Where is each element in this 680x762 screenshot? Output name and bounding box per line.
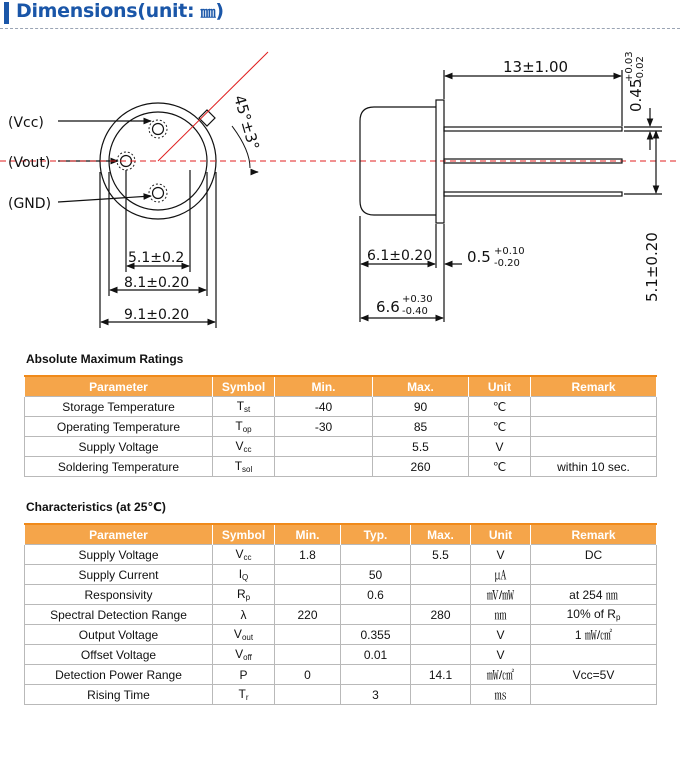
typ-cell: 0.355	[341, 625, 411, 645]
dim-pin-spacing: 5.1±0.20	[643, 232, 661, 302]
remark-text: DC	[584, 547, 603, 562]
char-header-parameter: Parameter	[25, 524, 213, 545]
pin-gnd	[153, 188, 164, 199]
remark-cell	[531, 685, 657, 705]
characteristics-table	[24, 523, 657, 705]
parameter-cell: Detection Power Range	[25, 665, 213, 685]
title-divider	[0, 28, 680, 29]
remark-cell: within 10 sec.	[531, 457, 657, 477]
unit-cell: V	[471, 625, 531, 645]
symbol-base: P	[239, 667, 248, 682]
symbol-subscript: cc	[243, 553, 252, 562]
remark-subscript: p	[615, 613, 621, 622]
char-header-unit: Unit	[471, 524, 531, 545]
max-cell: 5.5	[411, 545, 471, 565]
parameter-cell: Offset Voltage	[25, 645, 213, 665]
symbol-base: T	[236, 399, 245, 413]
symbol-base: V	[235, 439, 244, 453]
unit-cell: ㎽/㎠	[471, 665, 531, 685]
typ-cell: 0.6	[341, 585, 411, 605]
abs-max-title: Absolute Maximum Ratings	[26, 352, 184, 366]
table-row	[25, 585, 657, 605]
dim-flange-dia: 8.1±0.20	[124, 275, 190, 291]
min-cell	[275, 457, 373, 477]
front-view	[58, 103, 258, 328]
dim-flange: 0.5	[467, 248, 491, 266]
title-unit: ㎜	[200, 3, 216, 21]
side-view	[360, 70, 662, 322]
symbol-subscript: cc	[243, 445, 252, 454]
angle-label: 45°±3°	[230, 93, 263, 153]
symbol-base: V	[233, 627, 242, 641]
max-cell: 14.1	[411, 665, 471, 685]
remark-cell	[531, 545, 657, 565]
remark-cell	[531, 417, 657, 437]
symbol-base: T	[234, 459, 243, 473]
side-labels	[367, 51, 661, 317]
table-row	[25, 417, 657, 437]
symbol-subscript: op	[242, 425, 252, 434]
max-cell	[411, 625, 471, 645]
symbol-cell	[213, 605, 275, 625]
table-row	[25, 437, 657, 457]
dim-total-length: 6.6	[376, 298, 400, 316]
max-cell: 5.5	[373, 437, 469, 457]
parameter-cell: Responsivity	[25, 585, 213, 605]
table-row	[25, 397, 657, 417]
min-cell: 220	[275, 605, 341, 625]
dim-body-length: 6.1±0.20	[367, 248, 433, 264]
pin-label-gnd: (GND)	[8, 196, 52, 212]
parameter-cell: Output Voltage	[25, 625, 213, 645]
dim-lead-dia: 0.45	[627, 78, 645, 112]
table-row	[25, 545, 657, 565]
abs-header-symbol: Symbol	[213, 376, 275, 397]
symbol-subscript: off	[243, 653, 252, 662]
symbol-cell	[213, 545, 275, 565]
unit-cell: ㎚	[471, 605, 531, 625]
abs-header-parameter: Parameter	[25, 376, 213, 397]
min-cell	[275, 625, 341, 645]
parameter-cell: Rising Time	[25, 685, 213, 705]
char-header-symbol: Symbol	[213, 524, 275, 545]
max-cell	[411, 645, 471, 665]
remark-cell	[531, 585, 657, 605]
max-cell: 280	[411, 605, 471, 625]
dim-lead-dia-minus: -0.02	[635, 56, 646, 82]
abs-max-table	[24, 375, 657, 477]
symbol-base: T	[235, 419, 243, 433]
characteristics-title: Characteristics (at 25℃)	[26, 500, 166, 514]
symbol-base: λ	[240, 607, 247, 622]
symbol-subscript: p	[245, 593, 251, 602]
abs-header-unit: Unit	[469, 376, 531, 397]
typ-cell	[341, 545, 411, 565]
parameter-cell: Supply Current	[25, 565, 213, 585]
symbol-cell	[213, 397, 275, 417]
char-header-remark: Remark	[531, 524, 657, 545]
unit-cell: ㎷/㎽	[471, 585, 531, 605]
typ-cell	[341, 665, 411, 685]
front-labels	[8, 93, 263, 323]
char-header-typ: Typ.	[341, 524, 411, 545]
unit-cell: V	[471, 645, 531, 665]
typ-cell: 0.01	[341, 645, 411, 665]
max-cell	[411, 565, 471, 585]
remark-text: 1 ㎽/㎠	[574, 628, 613, 642]
dim-flange-minus: -0.20	[494, 258, 520, 269]
min-cell: 1.8	[275, 545, 341, 565]
dim-can-dia: 9.1±0.20	[124, 307, 190, 323]
title-suffix: )	[215, 0, 224, 22]
abs-header-remark: Remark	[531, 376, 657, 397]
max-cell	[411, 685, 471, 705]
table-row	[25, 605, 657, 625]
unit-cell: ℃	[469, 457, 531, 477]
symbol-base: V	[235, 547, 244, 561]
table-row	[25, 645, 657, 665]
symbol-cell	[213, 565, 275, 585]
symbol-base: V	[235, 647, 244, 661]
max-cell: 85	[373, 417, 469, 437]
symbol-subscript: out	[241, 633, 254, 642]
char-header-max: Max.	[411, 524, 471, 545]
symbol-cell	[213, 665, 275, 685]
unit-cell: ㎳	[471, 685, 531, 705]
min-cell	[275, 645, 341, 665]
symbol-cell	[213, 417, 275, 437]
dimension-drawing	[0, 30, 680, 350]
remark-cell	[531, 605, 657, 625]
title-accent-bar	[4, 2, 9, 24]
symbol-cell	[213, 437, 275, 457]
abs-header-max: Max.	[373, 376, 469, 397]
symbol-cell	[213, 457, 275, 477]
remark-text: at 254 ㎚	[569, 588, 618, 602]
title-prefix: Dimensions(unit:	[16, 0, 201, 22]
max-cell	[411, 585, 471, 605]
remark-cell	[531, 437, 657, 457]
lead-top	[444, 127, 622, 131]
symbol-base: T	[238, 687, 246, 701]
dim-lead-length: 13±1.00	[503, 58, 569, 76]
unit-cell: ℃	[469, 397, 531, 417]
abs-header-min: Min.	[275, 376, 373, 397]
dim-lead-dia-plus: +0.03	[624, 51, 635, 82]
dim-total-plus: +0.30	[402, 294, 433, 305]
unit-cell: V	[471, 545, 531, 565]
min-cell	[275, 685, 341, 705]
symbol-subscript: Q	[242, 573, 249, 582]
parameter-cell: Supply Voltage	[25, 545, 213, 565]
remark-cell	[531, 665, 657, 685]
unit-cell: V	[469, 437, 531, 457]
symbol-cell	[213, 625, 275, 645]
table-row	[25, 457, 657, 477]
symbol-subscript: sol	[242, 465, 253, 474]
dim-total-minus: -0.40	[402, 306, 428, 317]
symbol-subscript: st	[244, 405, 251, 414]
symbol-cell	[213, 645, 275, 665]
typ-cell: 3	[341, 685, 411, 705]
page-title	[16, 0, 224, 22]
min-cell: 0	[275, 665, 341, 685]
remark-text: Vcc=5V	[572, 667, 615, 682]
parameter-cell: Soldering Temperature	[25, 457, 213, 477]
lead-bottom	[444, 192, 622, 196]
symbol-base: I	[238, 567, 243, 581]
remark-text: 10% of R	[566, 607, 616, 621]
remark-cell	[531, 397, 657, 417]
table-row	[25, 685, 657, 705]
max-cell: 260	[373, 457, 469, 477]
remark-cell	[531, 645, 657, 665]
symbol-cell	[213, 685, 275, 705]
remark-cell	[531, 565, 657, 585]
unit-cell: ㎂	[471, 565, 531, 585]
dim-flange-plus: +0.10	[494, 246, 525, 257]
symbol-subscript: r	[245, 693, 249, 702]
pin-vcc	[153, 124, 164, 135]
symbol-cell	[213, 585, 275, 605]
symbol-base: R	[236, 587, 246, 601]
min-cell: -40	[275, 397, 373, 417]
parameter-cell: Supply Voltage	[25, 437, 213, 457]
min-cell	[275, 437, 373, 457]
parameter-cell: Storage Temperature	[25, 397, 213, 417]
typ-cell: 50	[341, 565, 411, 585]
min-cell	[275, 565, 341, 585]
min-cell	[275, 585, 341, 605]
parameter-cell: Operating Temperature	[25, 417, 213, 437]
parameter-cell: Spectral Detection Range	[25, 605, 213, 625]
dim-pin-circle: 5.1±0.2	[128, 250, 185, 266]
table-row	[25, 665, 657, 685]
typ-cell	[341, 605, 411, 625]
table-row	[25, 565, 657, 585]
min-cell: -30	[275, 417, 373, 437]
pin-label-vcc: (Vcc)	[8, 115, 44, 131]
table-row	[25, 625, 657, 645]
max-cell: 90	[373, 397, 469, 417]
unit-cell: ℃	[469, 417, 531, 437]
pin-label-vout: (Vout)	[8, 155, 51, 171]
remark-cell	[531, 625, 657, 645]
char-header-min: Min.	[275, 524, 341, 545]
